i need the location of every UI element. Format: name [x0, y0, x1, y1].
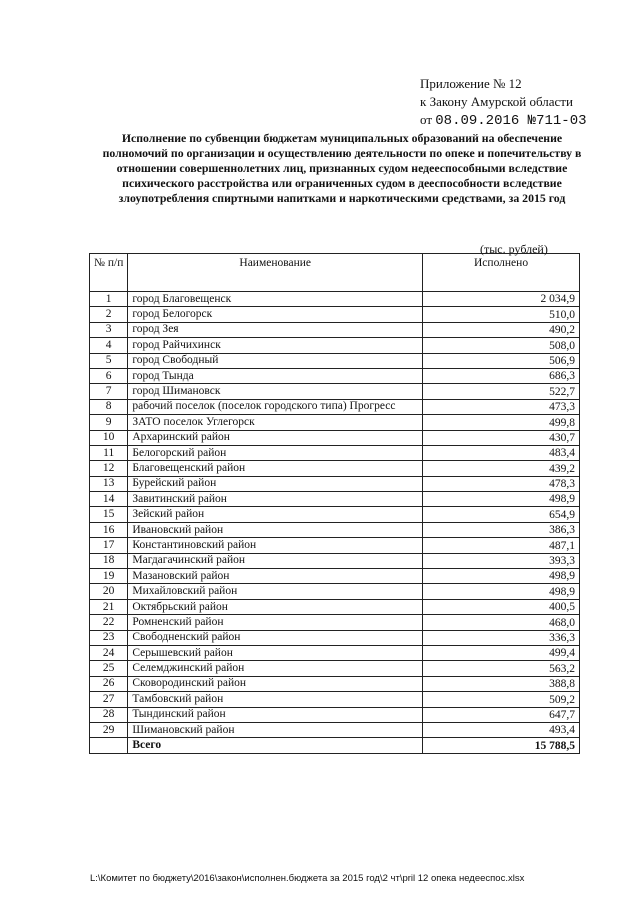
- row-value: 506,9: [423, 353, 580, 368]
- row-value: 2 034,9: [423, 292, 580, 307]
- row-number: 8: [90, 399, 128, 414]
- table-row: [90, 692, 580, 707]
- appendix-date-prefix: от: [420, 112, 433, 127]
- row-name: Завитинский район: [128, 492, 423, 507]
- row-value: 498,9: [423, 584, 580, 599]
- row-name: город Тында: [128, 368, 423, 383]
- row-name: город Белогорск: [128, 307, 423, 322]
- row-name: город Благовещенск: [128, 292, 423, 307]
- row-value: 509,2: [423, 692, 580, 707]
- row-number: 26: [90, 676, 128, 691]
- row-number: 28: [90, 707, 128, 722]
- row-number: 3: [90, 322, 128, 337]
- row-value: 522,7: [423, 384, 580, 399]
- total-label: Всего: [128, 738, 423, 753]
- table-row: [90, 307, 580, 322]
- table-row: [90, 353, 580, 368]
- row-number: 5: [90, 353, 128, 368]
- row-name: город Зея: [128, 322, 423, 337]
- table-row: [90, 338, 580, 353]
- row-number: 22: [90, 615, 128, 630]
- table-row: [90, 430, 580, 445]
- row-name: город Райчихинск: [128, 338, 423, 353]
- row-value: 647,7: [423, 707, 580, 722]
- row-name: Шимановский район: [128, 722, 423, 737]
- row-value: 393,3: [423, 553, 580, 568]
- row-value: 499,8: [423, 415, 580, 430]
- table-header-row: [90, 254, 580, 292]
- table-row: [90, 584, 580, 599]
- row-name: Ивановский район: [128, 522, 423, 537]
- row-number: 24: [90, 645, 128, 660]
- row-number: 12: [90, 461, 128, 476]
- row-value: 493,4: [423, 722, 580, 737]
- table-row: [90, 384, 580, 399]
- table-row: [90, 322, 580, 337]
- table-row: [90, 368, 580, 383]
- table-row: [90, 569, 580, 584]
- header-number: № п/п: [90, 254, 128, 292]
- table-row: [90, 722, 580, 737]
- row-value: 439,2: [423, 461, 580, 476]
- table-row: [90, 522, 580, 537]
- total-number-cell: [90, 738, 128, 753]
- table-row: [90, 507, 580, 522]
- row-value: 490,2: [423, 322, 580, 337]
- row-number: 2: [90, 307, 128, 322]
- row-number: 23: [90, 630, 128, 645]
- row-value: 563,2: [423, 661, 580, 676]
- row-name: город Шимановск: [128, 384, 423, 399]
- row-name: Тамбовский район: [128, 692, 423, 707]
- table-row: [90, 492, 580, 507]
- row-number: 29: [90, 722, 128, 737]
- units-label: (тыс. рублей): [480, 242, 548, 256]
- row-name: Константиновский район: [128, 538, 423, 553]
- appendix-number: Приложение № 12: [420, 76, 522, 91]
- row-name: Белогорский район: [128, 445, 423, 460]
- row-value: 508,0: [423, 338, 580, 353]
- row-name: Свободненский район: [128, 630, 423, 645]
- row-value: 499,4: [423, 645, 580, 660]
- row-number: 25: [90, 661, 128, 676]
- table-row: [90, 538, 580, 553]
- row-value: 400,5: [423, 599, 580, 614]
- table-row: [90, 476, 580, 491]
- total-value: 15 788,5: [423, 738, 580, 753]
- row-value: 468,0: [423, 615, 580, 630]
- row-value: 654,9: [423, 507, 580, 522]
- table-row: [90, 599, 580, 614]
- row-name: Тындинский район: [128, 707, 423, 722]
- table-row: [90, 645, 580, 660]
- row-value: 483,4: [423, 445, 580, 460]
- row-value: 386,3: [423, 522, 580, 537]
- row-name: Мазановский район: [128, 569, 423, 584]
- row-number: 20: [90, 584, 128, 599]
- row-number: 14: [90, 492, 128, 507]
- table-row: [90, 553, 580, 568]
- row-name: Михайловский район: [128, 584, 423, 599]
- row-value: 478,3: [423, 476, 580, 491]
- appendix-date-line: [420, 111, 587, 130]
- row-name: Селемджинский район: [128, 661, 423, 676]
- row-name: Зейский район: [128, 507, 423, 522]
- row-name: ЗАТО поселок Углегорск: [128, 415, 423, 430]
- row-number: 11: [90, 445, 128, 460]
- appendix-law: к Закону Амурской области: [420, 94, 573, 109]
- table-row: [90, 707, 580, 722]
- row-value: 686,3: [423, 368, 580, 383]
- table-row: [90, 399, 580, 414]
- row-name: Сковородинский район: [128, 676, 423, 691]
- row-value: 430,7: [423, 430, 580, 445]
- row-value: 473,3: [423, 399, 580, 414]
- row-number: 7: [90, 384, 128, 399]
- execution-table: [89, 253, 580, 754]
- row-number: 17: [90, 538, 128, 553]
- table-row: [90, 661, 580, 676]
- table-body: [90, 292, 580, 738]
- header-executed: Исполнено: [423, 254, 580, 292]
- row-number: 15: [90, 507, 128, 522]
- row-number: 9: [90, 415, 128, 430]
- table-row: [90, 676, 580, 691]
- row-number: 19: [90, 569, 128, 584]
- row-name: Благовещенский район: [128, 461, 423, 476]
- row-name: рабочий поселок (поселок городского типа) Прогресс: [128, 399, 423, 414]
- row-name: Октябрьский район: [128, 599, 423, 614]
- row-number: 6: [90, 368, 128, 383]
- row-value: 510,0: [423, 307, 580, 322]
- row-value: 388,8: [423, 676, 580, 691]
- row-number: 10: [90, 430, 128, 445]
- table-row: [90, 461, 580, 476]
- document-title: Исполнение по субвенции бюджетам муниципальных образований на обеспечение полномочий по организации и осуществлению деятельности по опеке и попечительству в отношении совершеннолетних лиц, признанных судом недееспособными вследствие психического расстройства или ограниченных судом в дееспособности вследствие злоупотребления спиртными напитками и наркотическими средствами, за 2015 год: [102, 131, 582, 205]
- file-path-footer: L:\Комитет по бюджету\2016\закон\исполнен.бюджета за 2015 год\2 чт\pril 12 опека недееспос.xlsx: [90, 873, 525, 884]
- row-name: Магдагачинский район: [128, 553, 423, 568]
- row-name: Архаринский район: [128, 430, 423, 445]
- row-name: Бурейский район: [128, 476, 423, 491]
- row-number: 18: [90, 553, 128, 568]
- table-total-row: [90, 738, 580, 753]
- row-number: 16: [90, 522, 128, 537]
- table-row: [90, 292, 580, 307]
- row-value: 498,9: [423, 492, 580, 507]
- row-value: 487,1: [423, 538, 580, 553]
- header-name: Наименование: [128, 254, 423, 292]
- row-value: 498,9: [423, 569, 580, 584]
- table-row: [90, 445, 580, 460]
- row-name: город Свободный: [128, 353, 423, 368]
- appendix-date-stamp: 08.09.2016 №711-03: [435, 113, 587, 129]
- row-number: 21: [90, 599, 128, 614]
- table-row: [90, 615, 580, 630]
- row-value: 336,3: [423, 630, 580, 645]
- row-name: Ромненский район: [128, 615, 423, 630]
- row-name: Серышевский район: [128, 645, 423, 660]
- row-number: 13: [90, 476, 128, 491]
- table-row: [90, 630, 580, 645]
- appendix-block: [420, 75, 587, 130]
- row-number: 1: [90, 292, 128, 307]
- row-number: 27: [90, 692, 128, 707]
- row-number: 4: [90, 338, 128, 353]
- table-row: [90, 415, 580, 430]
